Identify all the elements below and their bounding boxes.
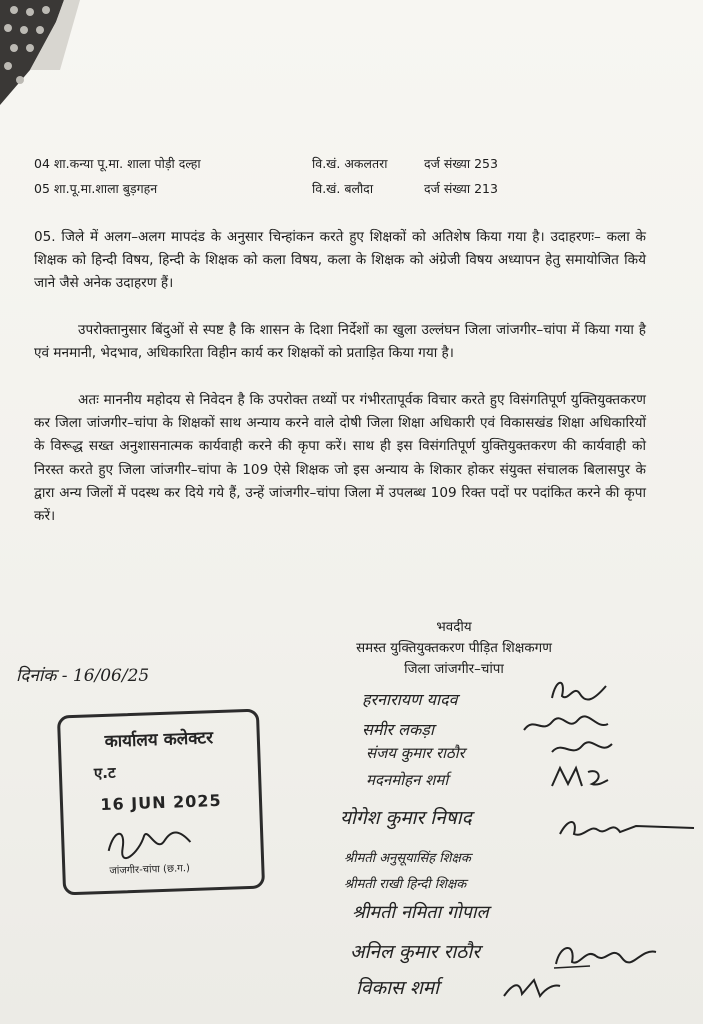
signature-name: विकास शर्मा — [356, 977, 440, 999]
signature-scribble — [548, 676, 610, 706]
signature-name: श्रीमती नमिता गोपाल — [352, 902, 489, 923]
signature-name: संजय कुमार राठौर — [366, 744, 465, 762]
enrolment-count: दर्ज संख्या 253 — [424, 156, 498, 171]
block-name: वि.खं. बलौदा — [312, 181, 374, 196]
closing-block — [318, 617, 590, 680]
signature-name: मदनमोहन शर्मा — [366, 771, 449, 789]
closing-salutation: भवदीय — [436, 620, 472, 635]
school-list-row — [34, 180, 654, 198]
stamp-date: 16 JUN 2025 — [100, 790, 222, 815]
signature-scribble — [548, 762, 610, 792]
enrolment-count: दर्ज संख्या 213 — [424, 181, 498, 196]
stamp-title: कार्यालय कलेक्टर — [104, 728, 214, 752]
signature-name: समीर लकड़ा — [362, 720, 434, 739]
stamp-code: ए.ट — [93, 763, 116, 783]
corner-fold-decoration — [0, 0, 80, 110]
signature-name: योगेश कुमार निषाद — [340, 807, 472, 829]
signature-name: अनिल कुमार राठौर — [350, 941, 481, 963]
signature-scribble — [550, 938, 660, 972]
handwritten-date: दिनांक - 16/06/25 — [16, 666, 150, 686]
sender-district: जिला जांजगीर–चांपा — [404, 662, 504, 677]
school-list-row — [34, 155, 654, 173]
signature-name: श्रीमती अनुसूयासिंह शिक्षक — [344, 851, 471, 866]
school-name: 05 शा.पू.मा.शाला बुड़गहन — [34, 181, 158, 196]
body-paragraph-request: अतः माननीय महोदय से निवेदन है कि उपरोक्त तथ्यों पर गंभीरतापूर्वक विचार करते हुए विसंगतिपूर्ण युक्तियुक्तकरण कर जिला जांजगीर–चांपा के शिक्षकों साथ अन्याय करने वाले दोषी जिला शिक्षा अधिकारी एवं विकासखंड शिक्षा अधिकारियों के विरूद्ध सख्त अनुशासनात्मक कार्यवाही करने की कृपा करें। साथ ही इस विसंगतिपूर्ण युक्तियुक्तकरण की कार्यवाही को निरस्त करते हुए जिला जांजगीर–चांपा के 109 ऐसे शिक्षक जो इस अन्याय के शिकार होकर संयुक्त संचालक बिलासपुर के द्वारा अन्य जिलों में पदस्थ कर दिये गये हैं, उन्हें जांजगीर–चांपा जिला में उपलब्ध 109 रिक्त पदों पर पदांकित करने की कृपा करें। — [34, 392, 646, 525]
block-name: वि.खं. अकलतरा — [312, 156, 388, 171]
collector-office-stamp — [57, 709, 265, 896]
body-paragraph-point-5: 05. जिले में अलग–अलग मापदंड के अनुसार चिन्हांकन करते हुए शिक्षकों को अतिशेष किया गया है। उदाहरणः– कला के शिक्षक को हिन्दी विषय, हिन्दी के शिक्षक को कला विषय, कला के शिक्षक को अंग्रेजी विषय अध्यापन हेतु समायोजित किये जाने जैसे अनेक उदाहरण हैं। — [34, 229, 646, 292]
stamp-initials-scribble — [104, 822, 195, 863]
signature-scribble — [500, 974, 564, 1004]
signature-scribble — [548, 738, 616, 760]
signature-name: हरनारायण यादव — [362, 690, 458, 709]
signature-scribble — [520, 712, 612, 738]
body-paragraph-summary: उपरोक्तानुसार बिंदुओं से स्पष्ट है कि शासन के दिशा निर्देशों का खुला उल्लंघन जिला जांजगीर–चांपा में किया गया है एवं मनमानी, भेदभाव, अधिकारिता विहीन कार्य कर शिक्षकों को प्रताड़ित किया गया है। — [34, 322, 646, 362]
sender-name: समस्त युक्तियुक्तकरण पीड़ित शिक्षकगण — [356, 641, 552, 656]
stamp-place: जांजगीर-चांपा (छ.ग.) — [109, 863, 191, 877]
signature-name: श्रीमती राखी हिन्दी शिक्षक — [344, 877, 467, 892]
school-name: 04 शा.कन्या पू.मा. शाला पोड़ी दल्हा — [34, 156, 201, 171]
signature-scribble — [556, 814, 698, 844]
